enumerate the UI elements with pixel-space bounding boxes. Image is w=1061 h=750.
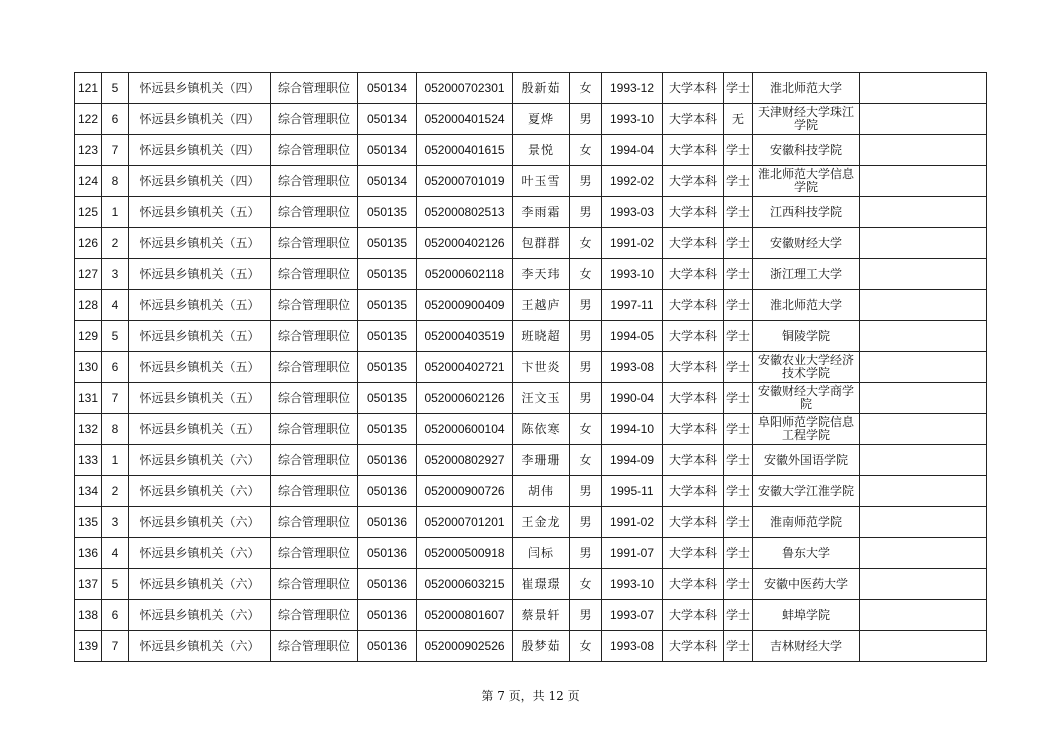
position-cell: 综合管理职位 <box>271 104 358 135</box>
gender-cell: 女 <box>570 414 602 445</box>
department-cell: 怀远县乡镇机关（四） <box>129 166 271 197</box>
position-cell: 综合管理职位 <box>271 476 358 507</box>
position-cell: 综合管理职位 <box>271 228 358 259</box>
seq-cell: 128 <box>75 290 102 321</box>
notes-cell <box>860 104 987 135</box>
degree-cell: 学士 <box>724 197 753 228</box>
birth-date-cell: 1993-10 <box>602 104 663 135</box>
table-row <box>75 166 987 197</box>
school-cell: 吉林财经大学 <box>753 631 860 662</box>
department-cell: 怀远县乡镇机关（四） <box>129 135 271 166</box>
notes-cell <box>860 259 987 290</box>
gender-cell: 女 <box>570 135 602 166</box>
education-cell: 大学本科 <box>663 445 724 476</box>
gender-cell: 女 <box>570 259 602 290</box>
name-cell: 崔璟璟 <box>513 569 570 600</box>
school-cell: 阜阳师范学院信息工程学院 <box>753 414 860 445</box>
gender-cell: 女 <box>570 631 602 662</box>
position-cell: 综合管理职位 <box>271 290 358 321</box>
gender-cell: 女 <box>570 569 602 600</box>
rank-cell: 7 <box>102 383 129 414</box>
birth-date-cell: 1990-04 <box>602 383 663 414</box>
school-cell: 淮北师范大学 <box>753 290 860 321</box>
department-cell: 怀远县乡镇机关（六） <box>129 476 271 507</box>
table-row <box>75 538 987 569</box>
school-cell: 天津财经大学珠江学院 <box>753 104 860 135</box>
table-row <box>75 600 987 631</box>
school-cell: 江西科技学院 <box>753 197 860 228</box>
education-cell: 大学本科 <box>663 135 724 166</box>
rank-cell: 7 <box>102 135 129 166</box>
gender-cell: 男 <box>570 197 602 228</box>
school-cell: 安徽中医药大学 <box>753 569 860 600</box>
education-cell: 大学本科 <box>663 197 724 228</box>
department-cell: 怀远县乡镇机关（四） <box>129 104 271 135</box>
birth-date-cell: 1993-12 <box>602 73 663 104</box>
name-cell: 李珊珊 <box>513 445 570 476</box>
gender-cell: 男 <box>570 600 602 631</box>
department-cell: 怀远县乡镇机关（六） <box>129 445 271 476</box>
position-cell: 综合管理职位 <box>271 166 358 197</box>
school-cell: 安徽大学江淮学院 <box>753 476 860 507</box>
education-cell: 大学本科 <box>663 600 724 631</box>
degree-cell: 学士 <box>724 383 753 414</box>
notes-cell <box>860 352 987 383</box>
birth-date-cell: 1995-11 <box>602 476 663 507</box>
name-cell: 景悦 <box>513 135 570 166</box>
department-cell: 怀远县乡镇机关（五） <box>129 259 271 290</box>
exam-number-cell: 052000401524 <box>417 104 513 135</box>
name-cell: 殷新茹 <box>513 73 570 104</box>
exam-number-cell: 052000702301 <box>417 73 513 104</box>
exam-number-cell: 052000401615 <box>417 135 513 166</box>
degree-cell: 学士 <box>724 600 753 631</box>
position-code-cell: 050135 <box>358 352 417 383</box>
table-row <box>75 135 987 166</box>
gender-cell: 男 <box>570 352 602 383</box>
school-cell: 淮北师范大学 <box>753 73 860 104</box>
exam-number-cell: 052000802513 <box>417 197 513 228</box>
position-cell: 综合管理职位 <box>271 569 358 600</box>
position-code-cell: 050134 <box>358 166 417 197</box>
department-cell: 怀远县乡镇机关（五） <box>129 290 271 321</box>
gender-cell: 男 <box>570 507 602 538</box>
degree-cell: 学士 <box>724 73 753 104</box>
education-cell: 大学本科 <box>663 383 724 414</box>
department-cell: 怀远县乡镇机关（五） <box>129 352 271 383</box>
table-row <box>75 104 987 135</box>
degree-cell: 无 <box>724 104 753 135</box>
seq-cell: 122 <box>75 104 102 135</box>
name-cell: 夏烨 <box>513 104 570 135</box>
birth-date-cell: 1991-07 <box>602 538 663 569</box>
notes-cell <box>860 445 987 476</box>
birth-date-cell: 1993-03 <box>602 197 663 228</box>
notes-cell <box>860 507 987 538</box>
school-cell: 鲁东大学 <box>753 538 860 569</box>
exam-number-cell: 052000500918 <box>417 538 513 569</box>
department-cell: 怀远县乡镇机关（五） <box>129 321 271 352</box>
position-cell: 综合管理职位 <box>271 631 358 662</box>
exam-number-cell: 052000403519 <box>417 321 513 352</box>
table-row <box>75 197 987 228</box>
exam-number-cell: 052000801607 <box>417 600 513 631</box>
exam-number-cell: 052000900726 <box>417 476 513 507</box>
school-cell: 安徽外国语学院 <box>753 445 860 476</box>
education-cell: 大学本科 <box>663 228 724 259</box>
position-cell: 综合管理职位 <box>271 445 358 476</box>
department-cell: 怀远县乡镇机关（五） <box>129 197 271 228</box>
position-code-cell: 050135 <box>358 321 417 352</box>
education-cell: 大学本科 <box>663 569 724 600</box>
seq-cell: 134 <box>75 476 102 507</box>
rank-cell: 6 <box>102 600 129 631</box>
name-cell: 汪文玉 <box>513 383 570 414</box>
rank-cell: 6 <box>102 104 129 135</box>
table-row <box>75 290 987 321</box>
seq-cell: 129 <box>75 321 102 352</box>
position-code-cell: 050136 <box>358 507 417 538</box>
degree-cell: 学士 <box>724 631 753 662</box>
education-cell: 大学本科 <box>663 538 724 569</box>
name-cell: 卞世炎 <box>513 352 570 383</box>
degree-cell: 学士 <box>724 569 753 600</box>
name-cell: 包群群 <box>513 228 570 259</box>
exam-number-cell: 052000802927 <box>417 445 513 476</box>
seq-cell: 127 <box>75 259 102 290</box>
rank-cell: 3 <box>102 507 129 538</box>
table-row <box>75 631 987 662</box>
position-cell: 综合管理职位 <box>271 73 358 104</box>
education-cell: 大学本科 <box>663 507 724 538</box>
notes-cell <box>860 569 987 600</box>
birth-date-cell: 1994-04 <box>602 135 663 166</box>
table-row <box>75 228 987 259</box>
birth-date-cell: 1992-02 <box>602 166 663 197</box>
seq-cell: 124 <box>75 166 102 197</box>
gender-cell: 男 <box>570 383 602 414</box>
rank-cell: 8 <box>102 414 129 445</box>
position-cell: 综合管理职位 <box>271 507 358 538</box>
school-cell: 安徽财经大学商学院 <box>753 383 860 414</box>
rank-cell: 1 <box>102 445 129 476</box>
exam-number-cell: 052000602118 <box>417 259 513 290</box>
notes-cell <box>860 538 987 569</box>
seq-cell: 133 <box>75 445 102 476</box>
gender-cell: 男 <box>570 321 602 352</box>
exam-number-cell: 052000603215 <box>417 569 513 600</box>
position-code-cell: 050135 <box>358 290 417 321</box>
position-code-cell: 050135 <box>358 259 417 290</box>
birth-date-cell: 1994-05 <box>602 321 663 352</box>
notes-cell <box>860 166 987 197</box>
table-row <box>75 476 987 507</box>
education-cell: 大学本科 <box>663 290 724 321</box>
education-cell: 大学本科 <box>663 476 724 507</box>
exam-number-cell: 052000900409 <box>417 290 513 321</box>
school-cell: 安徽财经大学 <box>753 228 860 259</box>
school-cell: 蚌埠学院 <box>753 600 860 631</box>
seq-cell: 136 <box>75 538 102 569</box>
degree-cell: 学士 <box>724 290 753 321</box>
education-cell: 大学本科 <box>663 321 724 352</box>
birth-date-cell: 1993-07 <box>602 600 663 631</box>
degree-cell: 学士 <box>724 538 753 569</box>
position-cell: 综合管理职位 <box>271 600 358 631</box>
exam-number-cell: 052000701201 <box>417 507 513 538</box>
degree-cell: 学士 <box>724 135 753 166</box>
notes-cell <box>860 197 987 228</box>
degree-cell: 学士 <box>724 476 753 507</box>
rank-cell: 5 <box>102 321 129 352</box>
seq-cell: 138 <box>75 600 102 631</box>
table-row <box>75 383 987 414</box>
candidate-table-body <box>75 73 987 662</box>
position-code-cell: 050136 <box>358 569 417 600</box>
notes-cell <box>860 73 987 104</box>
position-cell: 综合管理职位 <box>271 414 358 445</box>
notes-cell <box>860 383 987 414</box>
education-cell: 大学本科 <box>663 166 724 197</box>
education-cell: 大学本科 <box>663 414 724 445</box>
education-cell: 大学本科 <box>663 352 724 383</box>
position-code-cell: 050134 <box>358 104 417 135</box>
gender-cell: 女 <box>570 445 602 476</box>
name-cell: 王金龙 <box>513 507 570 538</box>
candidate-table <box>74 72 987 662</box>
position-code-cell: 050135 <box>358 383 417 414</box>
education-cell: 大学本科 <box>663 73 724 104</box>
exam-number-cell: 052000902526 <box>417 631 513 662</box>
department-cell: 怀远县乡镇机关（四） <box>129 73 271 104</box>
exam-number-cell: 052000402721 <box>417 352 513 383</box>
exam-number-cell: 052000402126 <box>417 228 513 259</box>
seq-cell: 130 <box>75 352 102 383</box>
seq-cell: 137 <box>75 569 102 600</box>
name-cell: 殷梦茹 <box>513 631 570 662</box>
degree-cell: 学士 <box>724 507 753 538</box>
page-footer: 第 7 页，共 12 页 <box>481 689 580 703</box>
table-row <box>75 259 987 290</box>
gender-cell: 男 <box>570 104 602 135</box>
rank-cell: 2 <box>102 476 129 507</box>
notes-cell <box>860 600 987 631</box>
seq-cell: 125 <box>75 197 102 228</box>
degree-cell: 学士 <box>724 166 753 197</box>
notes-cell <box>860 290 987 321</box>
degree-cell: 学士 <box>724 352 753 383</box>
department-cell: 怀远县乡镇机关（六） <box>129 600 271 631</box>
department-cell: 怀远县乡镇机关（五） <box>129 414 271 445</box>
seq-cell: 135 <box>75 507 102 538</box>
position-code-cell: 050136 <box>358 631 417 662</box>
notes-cell <box>860 228 987 259</box>
position-cell: 综合管理职位 <box>271 538 358 569</box>
position-cell: 综合管理职位 <box>271 321 358 352</box>
name-cell: 蔡景轩 <box>513 600 570 631</box>
gender-cell: 男 <box>570 476 602 507</box>
name-cell: 李天玮 <box>513 259 570 290</box>
rank-cell: 6 <box>102 352 129 383</box>
name-cell: 陈依寒 <box>513 414 570 445</box>
school-cell: 淮北师范大学信息学院 <box>753 166 860 197</box>
education-cell: 大学本科 <box>663 631 724 662</box>
school-cell: 安徽农业大学经济技术学院 <box>753 352 860 383</box>
name-cell: 王越庐 <box>513 290 570 321</box>
department-cell: 怀远县乡镇机关（六） <box>129 538 271 569</box>
position-cell: 综合管理职位 <box>271 352 358 383</box>
gender-cell: 女 <box>570 228 602 259</box>
school-cell: 淮南师范学院 <box>753 507 860 538</box>
name-cell: 李雨霜 <box>513 197 570 228</box>
education-cell: 大学本科 <box>663 104 724 135</box>
table-row <box>75 445 987 476</box>
school-cell: 铜陵学院 <box>753 321 860 352</box>
rank-cell: 7 <box>102 631 129 662</box>
department-cell: 怀远县乡镇机关（六） <box>129 569 271 600</box>
name-cell: 闫标 <box>513 538 570 569</box>
seq-cell: 132 <box>75 414 102 445</box>
gender-cell: 女 <box>570 73 602 104</box>
degree-cell: 学士 <box>724 228 753 259</box>
notes-cell <box>860 631 987 662</box>
position-code-cell: 050135 <box>358 414 417 445</box>
notes-cell <box>860 414 987 445</box>
gender-cell: 男 <box>570 290 602 321</box>
notes-cell <box>860 135 987 166</box>
birth-date-cell: 1993-10 <box>602 259 663 290</box>
position-cell: 综合管理职位 <box>271 259 358 290</box>
department-cell: 怀远县乡镇机关（六） <box>129 631 271 662</box>
seq-cell: 126 <box>75 228 102 259</box>
gender-cell: 男 <box>570 166 602 197</box>
position-code-cell: 050135 <box>358 228 417 259</box>
birth-date-cell: 1994-10 <box>602 414 663 445</box>
degree-cell: 学士 <box>724 445 753 476</box>
exam-number-cell: 052000600104 <box>417 414 513 445</box>
notes-cell <box>860 476 987 507</box>
seq-cell: 139 <box>75 631 102 662</box>
seq-cell: 131 <box>75 383 102 414</box>
position-cell: 综合管理职位 <box>271 383 358 414</box>
rank-cell: 4 <box>102 290 129 321</box>
position-code-cell: 050136 <box>358 600 417 631</box>
position-code-cell: 050136 <box>358 476 417 507</box>
rank-cell: 4 <box>102 538 129 569</box>
rank-cell: 8 <box>102 166 129 197</box>
position-code-cell: 050135 <box>358 197 417 228</box>
table-row <box>75 321 987 352</box>
seq-cell: 123 <box>75 135 102 166</box>
name-cell: 叶玉雪 <box>513 166 570 197</box>
position-cell: 综合管理职位 <box>271 135 358 166</box>
exam-number-cell: 052000602126 <box>417 383 513 414</box>
table-row <box>75 507 987 538</box>
department-cell: 怀远县乡镇机关（五） <box>129 383 271 414</box>
school-cell: 浙江理工大学 <box>753 259 860 290</box>
table-row <box>75 73 987 104</box>
position-code-cell: 050136 <box>358 538 417 569</box>
rank-cell: 3 <box>102 259 129 290</box>
position-code-cell: 050136 <box>358 445 417 476</box>
table-row <box>75 569 987 600</box>
position-cell: 综合管理职位 <box>271 197 358 228</box>
degree-cell: 学士 <box>724 414 753 445</box>
birth-date-cell: 1993-10 <box>602 569 663 600</box>
position-code-cell: 050134 <box>358 135 417 166</box>
education-cell: 大学本科 <box>663 259 724 290</box>
table-row <box>75 352 987 383</box>
seq-cell: 121 <box>75 73 102 104</box>
birth-date-cell: 1994-09 <box>602 445 663 476</box>
birth-date-cell: 1991-02 <box>602 507 663 538</box>
notes-cell <box>860 321 987 352</box>
degree-cell: 学士 <box>724 321 753 352</box>
rank-cell: 2 <box>102 228 129 259</box>
birth-date-cell: 1997-11 <box>602 290 663 321</box>
rank-cell: 5 <box>102 73 129 104</box>
birth-date-cell: 1993-08 <box>602 631 663 662</box>
gender-cell: 男 <box>570 538 602 569</box>
name-cell: 胡伟 <box>513 476 570 507</box>
name-cell: 班晓超 <box>513 321 570 352</box>
rank-cell: 5 <box>102 569 129 600</box>
rank-cell: 1 <box>102 197 129 228</box>
position-code-cell: 050134 <box>358 73 417 104</box>
birth-date-cell: 1993-08 <box>602 352 663 383</box>
department-cell: 怀远县乡镇机关（五） <box>129 228 271 259</box>
birth-date-cell: 1991-02 <box>602 228 663 259</box>
degree-cell: 学士 <box>724 259 753 290</box>
school-cell: 安徽科技学院 <box>753 135 860 166</box>
department-cell: 怀远县乡镇机关（六） <box>129 507 271 538</box>
exam-number-cell: 052000701019 <box>417 166 513 197</box>
table-row <box>75 414 987 445</box>
